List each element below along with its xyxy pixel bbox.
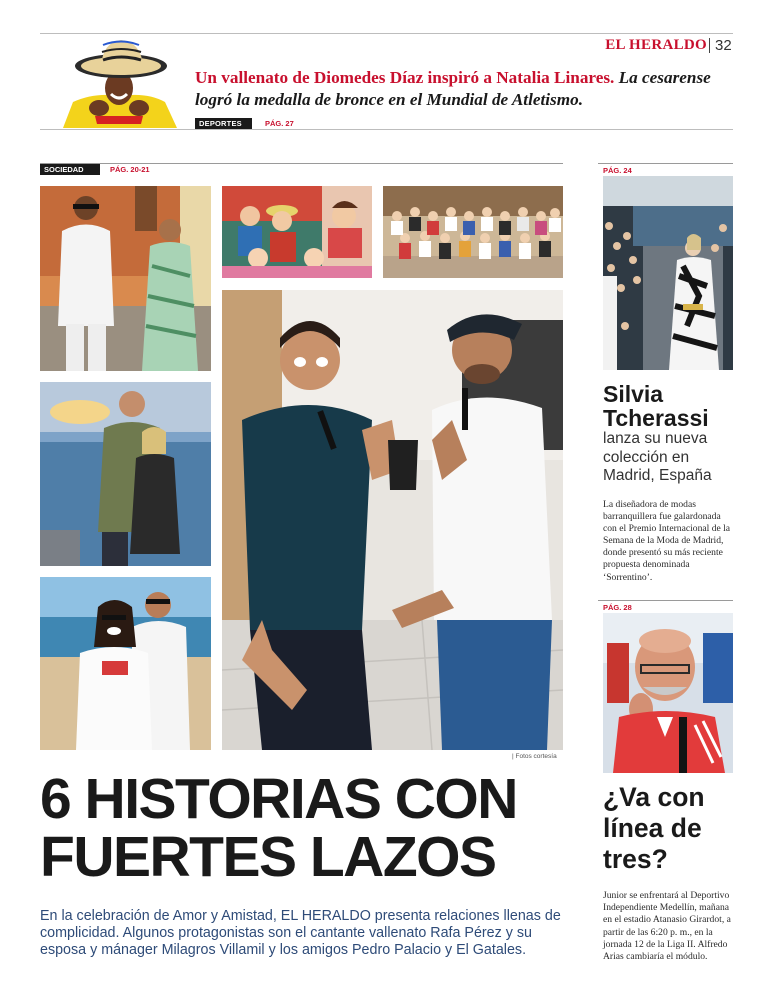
photo-silvia-runway[interactable] (603, 176, 733, 370)
teaser-headline-follow: La cesarense logró la medalla de bronce en el Mundial de Atletismo. (195, 68, 711, 109)
teaser-rule (40, 129, 733, 130)
photo-couple-sunset[interactable] (40, 382, 211, 566)
sidebar-silvia-page-ref: PÁG. 24 (603, 166, 632, 175)
photo-coach[interactable] (603, 613, 733, 773)
sidebar-silvia-rule (598, 163, 733, 164)
main-deck: En la celebración de Amor y Amistad, EL HERALDO presenta relaciones llenas de complicidad. Algunos protagonistas son el cantante vallenato Rafa Pérez y su esposa y mánager Milagros Villamil y los amigos Pedro Palacio y El Gatales. (40, 908, 561, 958)
sidebar-junior-rule (598, 600, 733, 601)
main-headline-line-1: 6 HISTORIAS CON (40, 767, 517, 831)
page-number-separator (709, 38, 710, 53)
sidebar-silvia-title[interactable]: Silvia Tcherassi (603, 381, 709, 431)
main-headline-line-2: FUERTES LAZOS (40, 825, 496, 889)
teaser-page-ref: PÁG. 27 (265, 119, 294, 128)
photo-couple-beach[interactable] (40, 577, 211, 750)
section-tag: SOCIEDAD (40, 164, 100, 175)
section-page-ref: PÁG. 20-21 (110, 165, 150, 174)
sidebar-junior-title[interactable]: ¿Va con línea de tres? (603, 782, 705, 874)
sidebar-silvia-subtitle: lanza su nueva colección en Madrid, España (603, 430, 712, 484)
sidebar-junior-page-ref: PÁG. 28 (603, 603, 632, 612)
sidebar-silvia-body: La diseñadora de modas barranquillera fue galardonada con el Premio Internacional de la Semana de la Moda de Madrid, donde presentó su más reciente propuesta denominada ‘Sorrentino’. (603, 499, 731, 583)
main-headline[interactable] (40, 767, 570, 889)
page-number: 32 (715, 37, 732, 54)
masthead: EL HERALDO (605, 37, 707, 53)
photo-couple-1[interactable] (40, 186, 211, 371)
photo-kids-party[interactable] (222, 186, 372, 278)
teaser-headline[interactable] (195, 67, 735, 111)
teaser-section-tag: DEPORTES (195, 118, 252, 129)
photo-main-singers[interactable] (222, 290, 563, 750)
teaser-headline-lead: Un vallenato de Diomedes Díaz inspiró a Natalia Linares. (195, 68, 615, 87)
sidebar-junior-body: Junior se enfrentará al Deportivo Independiente Medellín, mañana en el estadio Atanasio Girardot, a partir de las 6:20 p. m., en la jornada 12 de la Liga II. Alfredo Arias cambiaría el módulo. (603, 890, 731, 963)
teaser-photo-athlete[interactable] (55, 36, 185, 128)
photo-group[interactable] (383, 186, 563, 278)
top-rule (40, 33, 733, 34)
photo-credit: | Fotos cortesía (512, 753, 557, 760)
